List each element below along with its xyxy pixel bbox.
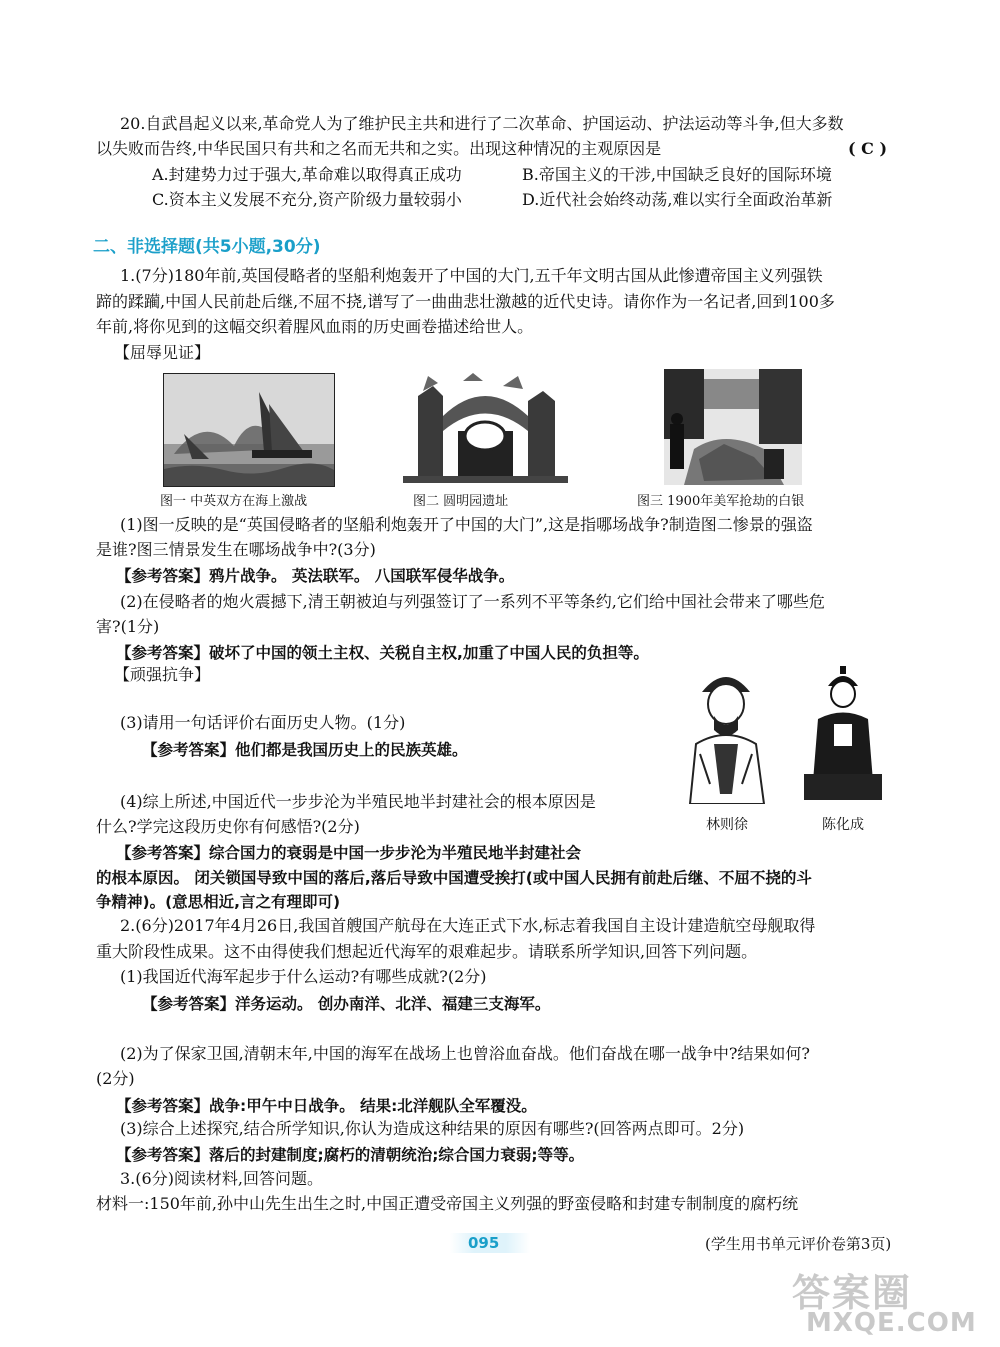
portrait-caption-chen-huacheng: 陈化成 [822, 817, 864, 833]
q2-answer-1: 【参考答案】洋务运动。 创办南洋、北洋、福建三支海军。 [142, 995, 551, 1013]
q2-answer-3: 【参考答案】落后的封建制度;腐朽的清朝统治;综合国力衰弱;等等。 [116, 1146, 585, 1164]
q1-sub4-line1: (4)综上所述,中国近代一步步沦为半殖民地半封建社会的根本原因是 [120, 792, 596, 811]
q3-material-1: 材料一:150年前,孙中山先生出生之时,中国正遭受帝国主义列强的野蛮侵略和封建专制制度的腐朽统 [96, 1194, 799, 1213]
q20-option-c: C.资本主义发展不充分,资产阶级力量较弱小 [152, 190, 462, 209]
q1-heading-resistance: 【顽强抗争】 [114, 665, 211, 684]
q1-intro-line1: 1.(7分)180年前,英国侵略者的坚船利炮轰开了中国的大门,五千年文明古国从此惨遭帝国主义列强铁 [120, 266, 823, 285]
q2-intro-line2: 重大阶段性成果。这不由得使我们想起近代海军的艰难起步。请联系所学知识,回答下列问题。 [96, 942, 758, 961]
portrait-chen-huacheng-image [798, 664, 888, 804]
q2-sub2-line1: (2)为了保家卫国,清朝末年,中国的海军在战场上也曾浴血奋战。他们奋战在哪一战争中?结果如何? [120, 1044, 810, 1063]
figure-caption-2: 图二 圆明园遗址 [413, 494, 509, 509]
portrait-caption-lin-zexu: 林则徐 [706, 817, 748, 833]
section-title: 二、非选择题(共5小题,30分) [93, 237, 321, 257]
q1-sub2-line2: 害?(1分) [96, 617, 160, 636]
page-label: (学生用书单元评价卷第3页) [705, 1235, 892, 1253]
q1-sub4-line2: 什么?学完这段历史你有何感悟?(2分) [96, 817, 360, 836]
q1-answer-1: 【参考答案】鸦片战争。 英法联军。 八国联军侵华战争。 [116, 567, 515, 585]
q20-option-d: D.近代社会始终动荡,难以实行全面政治革新 [522, 190, 833, 209]
q20-option-a: A.封建势力过于强大,革命难以取得真正成功 [152, 165, 462, 184]
q1-sub1-line1: (1)图一反映的是“英国侵略者的坚船利炮轰开了中国的大门”,这是指哪场战争?制造图二惨景的强盗 [120, 515, 813, 534]
q1-answer-4-line3: 争精神)。(意思相近,言之有理即可) [96, 893, 341, 911]
q1-heading-humiliation: 【屈辱见证】 [114, 343, 211, 362]
q1-answer-3: 【参考答案】他们都是我国历史上的民族英雄。 [142, 741, 468, 759]
q1-sub1-line2: 是谁?图三情景发生在哪场战争中?(3分) [96, 540, 376, 559]
page-number: 095 [468, 1234, 500, 1252]
figure-caption-1: 图一 中英双方在海上激战 [160, 494, 308, 509]
q2-intro-line1: 2.(6分)2017年4月26日,我国首艘国产航母在大连正式下水,标志着我国自主设计建造航空母舰取得 [120, 916, 816, 935]
figure-caption-3: 图三 1900年美军抢劫的白银 [637, 494, 805, 509]
q2-answer-2: 【参考答案】战争:甲午中日战争。 结果:北洋舰队全军覆没。 [116, 1097, 537, 1115]
watermark-text-cn: 答案圈 [792, 1271, 913, 1315]
q1-sub2-line1: (2)在侵略者的炮火震撼下,清王朝被迫与列强签订了一系列不平等条约,它们给中国社会带来了哪些危 [120, 592, 825, 611]
q2-sub1: (1)我国近代海军起步于什么运动?有哪些成就?(2分) [120, 967, 487, 986]
q1-intro-line3: 年前,将你见到的这幅交织着腥风血雨的历史画卷描述给世人。 [96, 317, 534, 336]
q20-stem-line1: 20.自武昌起义以来,革命党人为了维护民主共和进行了二次革命、护国运动、护法运动等斗争,但大多数 [120, 114, 844, 133]
figure-yuanmingyuan-ruins-image [403, 371, 568, 483]
q1-answer-4-line1: 【参考答案】综合国力的衰弱是中国一步步沦为半殖民地半封建社会 [116, 844, 582, 862]
figure-silver-looting-image [664, 369, 802, 485]
q1-answer-2: 【参考答案】破坏了中国的领土主权、关税自主权,加重了中国人民的负担等。 [116, 644, 649, 662]
watermark-text-en: MXQE.COM [806, 1308, 977, 1338]
q2-sub3: (3)综合上述探究,结合所学知识,你认为造成这种结果的原因有哪些?(回答两点即可。2分) [120, 1119, 745, 1138]
q2-sub2-line2: (2分) [96, 1069, 135, 1088]
figure-naval-battle-image [163, 373, 335, 487]
q20-answer: ( C ) [848, 139, 888, 158]
q20-option-b: B.帝国主义的干涉,中国缺乏良好的国际环境 [522, 165, 832, 184]
q20-stem-line2: 以失败而告终,中华民国只有共和之名而无共和之实。出现这种情况的主观原因是 [96, 139, 662, 158]
q3-intro: 3.(6分)阅读材料,回答问题。 [120, 1169, 324, 1188]
q1-sub3: (3)请用一句话评价右面历史人物。(1分) [120, 713, 406, 732]
portrait-lin-zexu-image [680, 664, 772, 804]
q1-answer-4-line2: 的根本原因。 闭关锁国导致中国的落后,落后导致中国遭受挨打(或中国人民拥有前赴后继、不屈不挠的斗 [96, 869, 812, 887]
q1-intro-line2: 蹄的蹂躏,中国人民前赴后继,不屈不挠,谱写了一曲曲悲壮激越的近代史诗。请你作为一名记者,回到100多 [96, 292, 835, 311]
